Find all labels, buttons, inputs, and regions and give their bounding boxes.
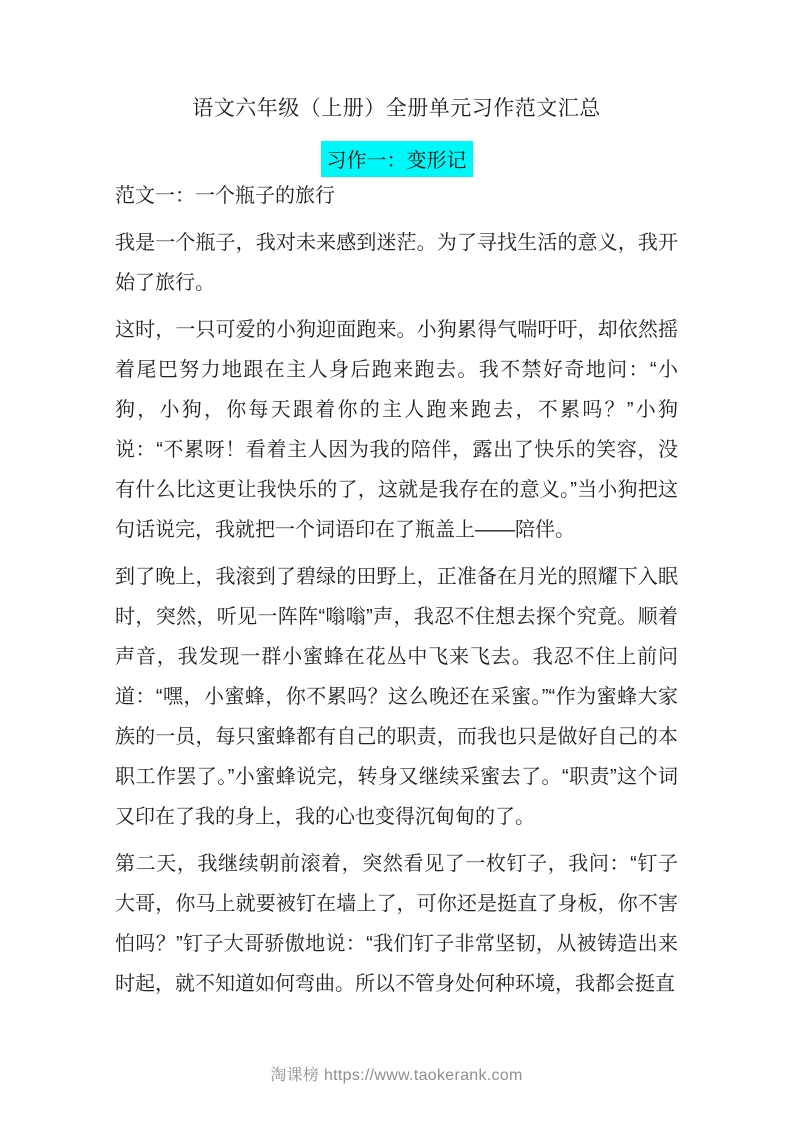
essay-body [115,176,678,1011]
footer-watermark: 淘课榜 https://www.taokerank.com [270,1067,523,1084]
page-title: 语文六年级（上册）全册单元习作范文汇总 [192,97,601,120]
essay-paragraph: 到了晚上，我滚到了碧绿的田野上，正准备在月光的照耀下入眠时，突然，听见一阵阵“嗡嗡”声，我忍不住想去探个究竟。顺着声音，我发现一群小蜜蜂在花丛中飞来飞去。我忍不住上前问道：“嘿，小蜜蜂，你不累吗？这么晚还在采蜜。”“作为蜜蜂大家族的一员，每只蜜蜂都有自己的职责，而我也只是做好自己的本职工作罢了。”小蜜蜂说完，转身又继续采蜜去了。“职责”这个词又印在了我的身上，我的心也变得沉甸甸的了。 [115,566,678,828]
essay-heading: 范文一：一个瓶子的旅行 [115,185,335,207]
essay-paragraph: 第二天，我继续朝前滚着，突然看见了一枚钉子，我问：“钉子大哥，你马上就要被钉在墙上了，可你还是挺直了身板，你不害怕吗？”钉子大哥骄傲地说：“我们钉子非常坚韧，从被铸造出来时起，就不知道如何弯曲。所以不管身处何种环境，我都会挺直 [115,853,678,995]
section-heading-row [0,141,793,177]
essay-paragraph: 我是一个瓶子，我对未来感到迷茫。为了寻找生活的意义，我开始了旅行。 [115,232,678,294]
section-heading-highlight: 习作一：变形记 [321,141,473,177]
essay-paragraph: 这时，一只可爱的小狗迎面跑来。小狗累得气喘吁吁，却依然摇着尾巴努力地跟在主人身后跑来跑去。我不禁好奇地问：“小狗，小狗，你每天跟着你的主人跑来跑去，不累吗？”小狗说：“不累呀！看着主人因为我的陪伴，露出了快乐的笑容，没有什么比这更让我快乐的了，这就是我存在的意义。”当小狗把这句话说完，我就把一个词语印在了瓶盖上——陪伴。 [115,319,678,541]
